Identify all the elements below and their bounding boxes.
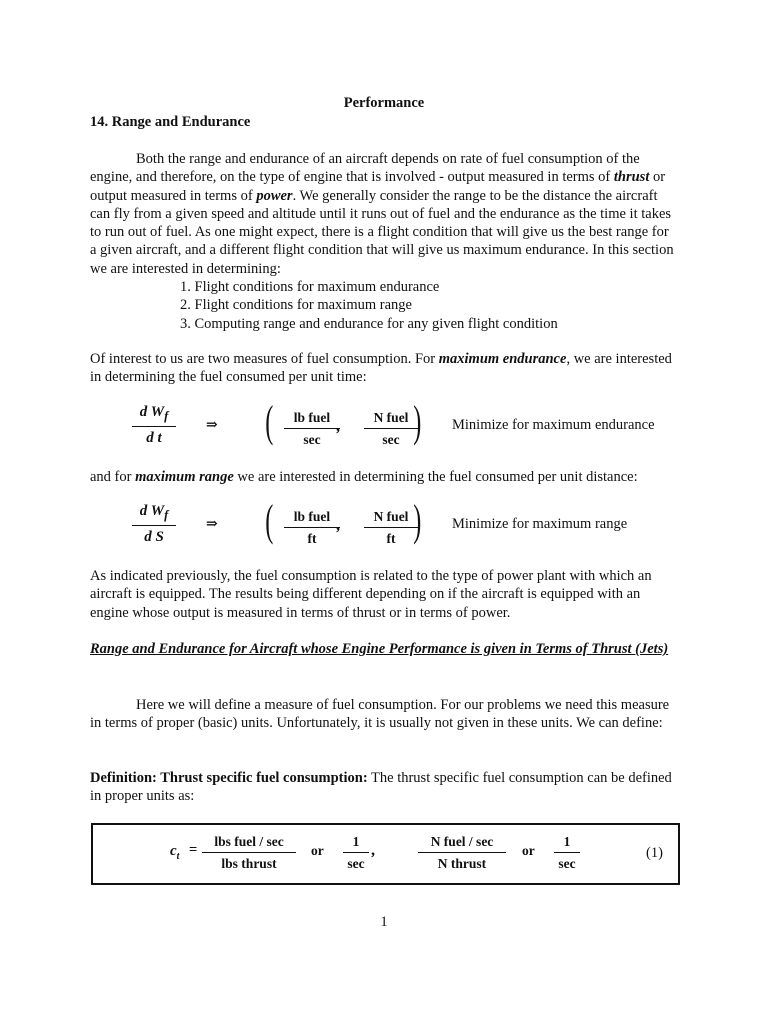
or-label: or bbox=[522, 843, 535, 858]
range-paragraph: and for maximum range we are interested in determining the fuel consumed per unit distance: bbox=[90, 469, 638, 485]
equation-label: (1) bbox=[646, 845, 663, 861]
fraction-one-over-sec: 1 sec bbox=[343, 834, 369, 872]
fraction-n-fuel-per-thrust: N fuel / sec N thrust bbox=[418, 834, 506, 872]
or-label: or bbox=[311, 843, 324, 858]
power-plant-paragraph: As indicated previously, the fuel consumption is related to the type of power plant with which an aircraft is equipped. The results being different depending on if the aircraft is equipped with an engine whose output is measured in terms of thrust or in terms of power. bbox=[90, 568, 652, 621]
definition-paragraph: Definition: Thrust specific fuel consumption: The thrust specific fuel consumption can be defined in proper units as: bbox=[90, 770, 672, 805]
equals-sign: = bbox=[189, 842, 198, 858]
ct-symbol: $c_t$ bbox=[170, 843, 180, 862]
fraction-lb-fuel-sec: lb fuel sec bbox=[284, 410, 340, 448]
right-paren: ) bbox=[413, 397, 422, 446]
fraction-one-over-sec: 1 sec bbox=[554, 834, 580, 872]
definition-label: Definition: Thrust specific fuel consumption: bbox=[90, 770, 368, 786]
endurance-note: Minimize for maximum endurance bbox=[452, 417, 655, 433]
fraction-n-fuel-ft: N fuel ft bbox=[364, 509, 418, 547]
list-item: 2. Flight conditions for maximum range bbox=[180, 297, 412, 314]
lhs-fraction: $\frac{d W_f}{\text{d t}}$ bbox=[132, 404, 176, 447]
intro-paragraph: Both the range and endurance of an aircraft depends on rate of fuel consumption of the engine, and therefore, on the type of engine that is involved - output measured in terms of thrust or output measured in terms of power. We generally consider the range to be the distance the aircraft can fly from a given speed and altitude until it runs out of fuel and the endurance as the time it takes to run out of fuel. As one might expect, there is a flight condition that will give us the best range for a given aircraft, and a different flight condition that will give us maximum endurance. In this section we are interested in determining: bbox=[90, 151, 674, 277]
section-heading: 14. Range and Endurance bbox=[90, 114, 251, 130]
fraction-n-fuel-sec: N fuel sec bbox=[364, 410, 418, 448]
comma: , bbox=[336, 418, 340, 435]
left-paren: ( bbox=[265, 397, 274, 446]
implies-arrow: ⇒ bbox=[206, 418, 218, 433]
page-number: 1 bbox=[380, 914, 388, 930]
comma: , bbox=[371, 842, 375, 859]
endurance-paragraph: Of interest to us are two measures of fuel consumption. For maximum endurance, we are interested in determining the fuel consumed per unit time: bbox=[90, 351, 672, 386]
fraction-lb-fuel-ft: lb fuel ft bbox=[284, 509, 340, 547]
range-note: Minimize for maximum range bbox=[452, 516, 628, 532]
left-paren: ( bbox=[265, 496, 274, 545]
jets-subheading: Range and Endurance for Aircraft whose Engine Performance is given in Terms of Thrust (Jets) bbox=[90, 641, 669, 657]
comma: , bbox=[336, 517, 340, 534]
fraction-lbs-fuel-per-thrust: lbs fuel / sec lbs thrust bbox=[202, 834, 296, 872]
goals-list bbox=[180, 278, 558, 333]
right-paren: ) bbox=[413, 496, 422, 545]
list-item: 3. Computing range and endurance for any given flight condition bbox=[180, 315, 558, 332]
lhs-fraction: $\frac{d W_f}{\text{d S}}$ bbox=[132, 503, 176, 546]
define-paragraph: Here we will define a measure of fuel consumption. For our problems we need this measure in terms of proper (basic) units. Unfortunately, it is usually not given in these units. We can define: bbox=[90, 697, 670, 732]
list-item: 1. Flight conditions for maximum endurance bbox=[180, 279, 440, 295]
implies-arrow: ⇒ bbox=[206, 517, 218, 532]
page-title: Performance bbox=[343, 95, 425, 111]
